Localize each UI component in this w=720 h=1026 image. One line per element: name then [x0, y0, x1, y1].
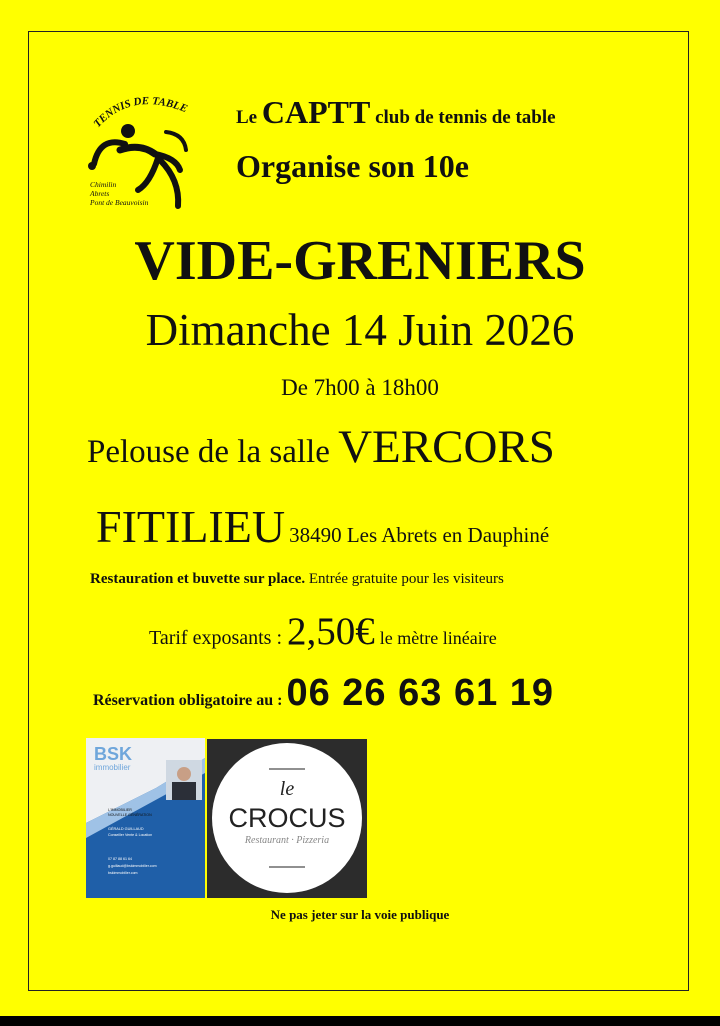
logo-town-3: Pont de Beauvoisin [90, 198, 149, 207]
footer-note: Ne pas jeter sur la voie publique [270, 907, 450, 922]
bsk-agent: GÉRALD GUILLAUD [108, 827, 144, 831]
event-location [96, 500, 549, 553]
reservation-phone: 06 26 63 61 19 [286, 672, 555, 714]
header-line-1 [236, 94, 556, 131]
bsk-sub: immobilier [94, 763, 131, 772]
tarif-unit: le mètre linéaire [379, 628, 497, 648]
tarif-price: 2,50€ [287, 610, 375, 653]
reservation-label: Réservation obligatoire au [93, 692, 274, 709]
entry-text: Entrée gratuite pour les visiteurs [308, 571, 504, 587]
venue-name: VERCORS [338, 421, 555, 473]
bsk-website: bskimmobilier.com [108, 871, 138, 875]
event-date: Dimanche 14 Juin 2026 [145, 305, 575, 355]
event-hours: De 7h00 à 18h00 [281, 375, 439, 400]
svg-text:TENNIS DE TABLE [92, 95, 190, 130]
tarif-line [149, 609, 497, 654]
header-prefix: Le [236, 107, 258, 128]
bsk-tagline-2: NOUVELLE GÉNÉRATION [108, 813, 152, 817]
info-line [90, 571, 504, 588]
restauration-text: Restauration et buvette sur place. [90, 571, 306, 587]
tarif-label: Tarif exposants : [149, 627, 283, 649]
event-title: VIDE-GRENIERS [134, 230, 586, 292]
venue-prefix: Pelouse de la salle [87, 434, 330, 470]
crocus-sub: Restaurant · Pizzeria [244, 835, 330, 846]
bsk-role: Conseiller Vente & Location [108, 833, 153, 837]
logo-arc-text: TENNIS DE TABLE [91, 95, 190, 130]
reservation-colon: : [277, 692, 283, 709]
club-name: CAPTT [261, 94, 371, 130]
header-line-2: Organise son 10e [236, 148, 469, 184]
header-suffix: club de tennis de table [375, 107, 556, 128]
bottom-bar [0, 1016, 720, 1026]
bsk-phone: 07 87 88 61 64 [108, 857, 132, 861]
event-venue [87, 420, 555, 474]
crocus-name: CROCUS [228, 803, 346, 833]
bsk-email: g.guillaud@bskimmobilier.com [108, 864, 157, 868]
sponsor-bsk-card [86, 738, 205, 898]
event-address: 38490 Les Abrets en Dauphiné [289, 523, 550, 547]
crocus-le: le [279, 778, 295, 800]
club-logo [80, 88, 210, 216]
logo-town-1: Chimilin [90, 180, 117, 189]
logo-town-2: Abrets [90, 189, 110, 198]
reservation-line [93, 672, 554, 715]
bsk-tagline-1: L'IMMOBILIER [108, 808, 132, 812]
event-town: FITILIEU [96, 501, 286, 552]
sponsor-crocus-logo [207, 739, 367, 898]
bsk-brand: BSK [94, 744, 133, 764]
